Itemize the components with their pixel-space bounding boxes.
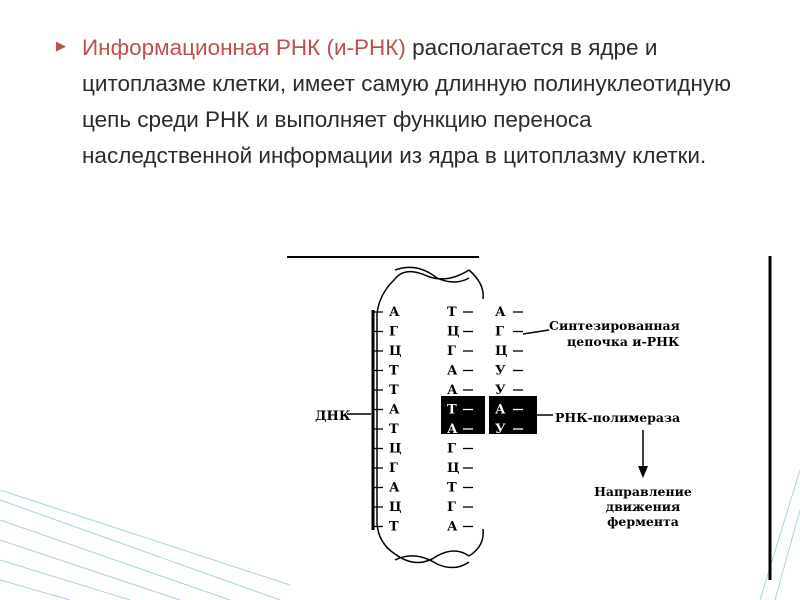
right-strand-base: Т: [447, 305, 457, 320]
mrna-base: У: [495, 422, 506, 437]
dna-twist-bottom-2: [395, 556, 469, 568]
mrna-base: А: [495, 305, 506, 320]
dna-twist-top-2: [395, 267, 469, 282]
left-strand-base: Г: [389, 324, 398, 340]
mrna-base: У: [495, 383, 506, 398]
bullet-paragraph: [82, 30, 756, 174]
right-strand-base: Г: [447, 441, 456, 457]
left-strand-base: Г: [389, 461, 398, 476]
left-strand-base: Ц: [389, 441, 402, 457]
right-strand-base: А: [447, 383, 458, 398]
mrna-pointer: [523, 330, 549, 334]
right-strand-base: Т: [447, 480, 457, 496]
direction-label-line2: движения: [605, 499, 681, 514]
polymerase-label: РНК-полимераза: [555, 410, 681, 425]
left-strand-base: А: [389, 480, 400, 496]
direction-arrow-head: [638, 466, 648, 478]
direction-label-line3: фермента: [607, 514, 679, 529]
decorative-corner-lines: [0, 490, 290, 600]
left-strand-base: Т: [389, 363, 399, 379]
mrna-base: У: [495, 363, 506, 379]
right-strand-base: Ц: [447, 324, 460, 340]
left-strand-base: Ц: [389, 500, 402, 515]
bullet-arrow-icon: ▶: [56, 38, 66, 53]
right-strand-base: Ц: [447, 461, 460, 476]
direction-label-line1: Направление: [594, 484, 692, 499]
mrna-label-line1: Синтезированная: [549, 318, 680, 333]
left-strand-base: А: [389, 402, 400, 418]
right-strand-base: А: [447, 519, 458, 535]
left-strand-base: Ц: [389, 344, 402, 359]
transcription-diagram: [287, 254, 773, 586]
right-strand-base: Т: [447, 402, 457, 418]
bullet-text: располагается в ядре и цитоплазме клетки, имеет самую длинную полинуклеотидную цепь среди РНК и выполняет функцию переноса наследственной информации из ядра в цитоплазму клетки.: [82, 35, 732, 168]
left-strand-base: Т: [389, 519, 399, 535]
mrna-base: Г: [495, 324, 504, 340]
bullet-item: [56, 30, 756, 174]
dna-right-curve-top: [469, 270, 483, 299]
left-strand-base: Т: [389, 383, 399, 398]
mrna-label-line2: цепочка и-РНК: [567, 334, 680, 349]
right-strand-base: А: [447, 363, 458, 379]
mrna-base: А: [495, 402, 506, 418]
right-strand-base: Г: [447, 500, 456, 515]
right-strand-base: А: [447, 422, 458, 437]
mrna-term-highlight: Информационная РНК (и-РНК): [82, 35, 406, 60]
mrna-base: Ц: [495, 344, 508, 359]
dna-right-curve-bottom: [469, 529, 483, 556]
dna-label: ДНК: [315, 409, 351, 424]
left-strand-base: Т: [389, 422, 399, 437]
right-strand-base: Г: [447, 344, 456, 359]
left-strand-base: А: [389, 305, 400, 320]
